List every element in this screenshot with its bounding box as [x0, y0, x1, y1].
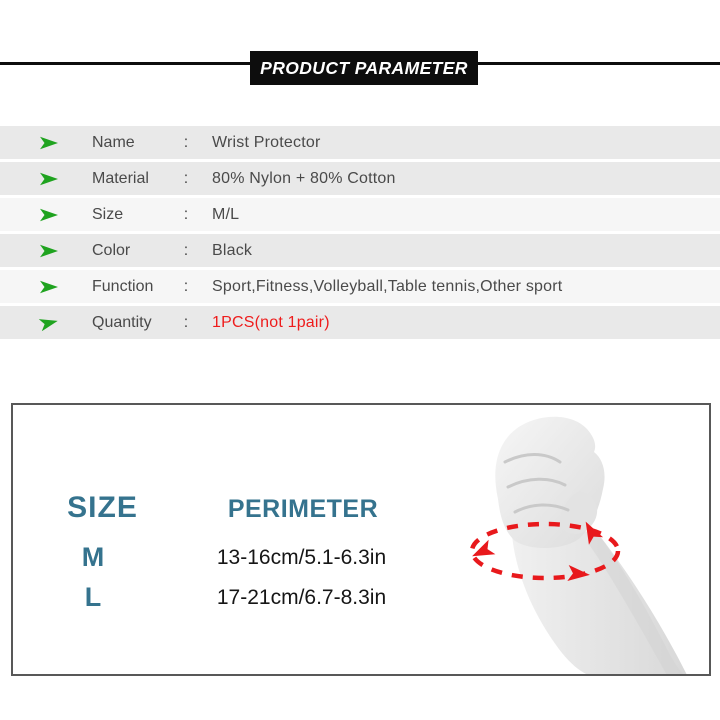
parameter-value: 1PCS(not 1pair): [212, 313, 330, 331]
parameter-row-color: [0, 234, 720, 267]
parameter-label: Function: [92, 277, 154, 295]
size-column-header: SIZE: [67, 491, 138, 524]
parameter-label: Size: [92, 205, 124, 223]
green-arrow-icon: [40, 316, 58, 330]
size-chart: [11, 403, 711, 676]
size-m-label: M: [81, 542, 105, 572]
parameter-value: Wrist Protector: [212, 133, 321, 151]
size-m-perimeter-value: 13-16cm/5.1-6.3in: [216, 546, 387, 569]
parameter-value: Sport,Fitness,Volleyball,Table tennis,Other sport: [212, 277, 563, 295]
parameter-separator: :: [183, 277, 189, 295]
page-title: PRODUCT PARAMETER: [250, 51, 478, 85]
green-arrow-icon: [40, 172, 58, 186]
parameter-separator: :: [183, 241, 189, 259]
parameter-row-function: [0, 270, 720, 303]
parameter-separator: :: [183, 169, 189, 187]
size-l-perimeter-value: 17-21cm/6.7-8.3in: [216, 586, 387, 609]
green-arrow-icon: [40, 280, 58, 294]
parameter-row-name: [0, 126, 720, 159]
parameter-label: Color: [92, 241, 131, 259]
green-arrow-icon: [40, 244, 58, 258]
size-l-label: L: [84, 582, 102, 612]
green-arrow-icon: [40, 208, 58, 222]
parameter-label: Name: [92, 133, 135, 151]
parameter-row-material: [0, 162, 720, 195]
perimeter-column-header: PERIMETER: [227, 495, 379, 523]
parameter-value: Black: [212, 241, 253, 259]
parameter-row-quantity: [0, 306, 720, 339]
parameter-separator: :: [183, 133, 189, 151]
parameter-label: Material: [92, 169, 149, 187]
parameter-table: [0, 126, 720, 342]
green-arrow-icon: [40, 136, 58, 150]
parameter-separator: :: [183, 313, 189, 331]
wrist-rotation-illustration: [430, 407, 710, 676]
parameter-value: M/L: [212, 205, 240, 223]
parameter-row-size: [0, 198, 720, 231]
fist-image: [495, 417, 688, 676]
parameter-separator: :: [183, 205, 189, 223]
parameter-label: Quantity: [92, 313, 152, 331]
parameter-value: 80% Nylon + 80% Cotton: [212, 169, 396, 187]
